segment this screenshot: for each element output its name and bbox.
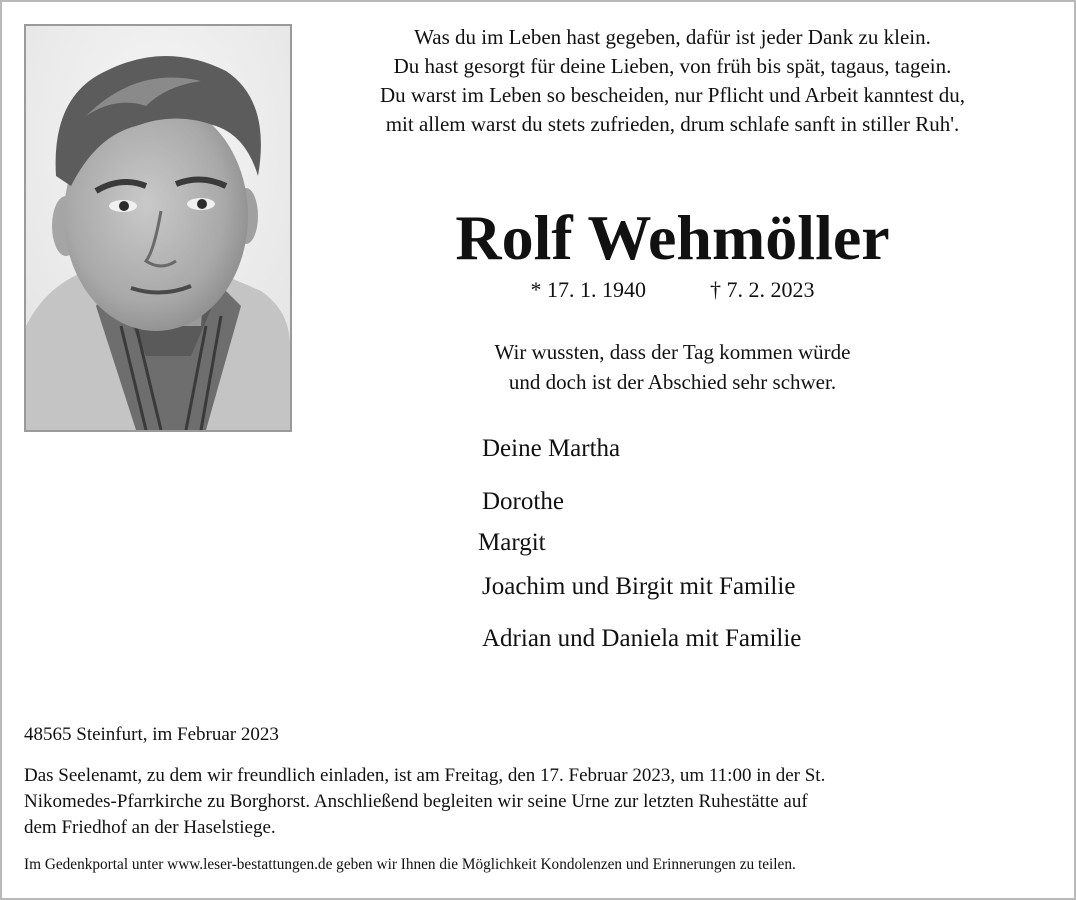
mourner-name: Deine Martha	[482, 435, 621, 462]
place-and-date: 48565 Steinfurt, im Februar 2023	[24, 724, 279, 745]
service-info	[24, 763, 1054, 841]
service-line: Nikomedes-Pfarrkirche zu Borghorst. Anschließend begleiten wir seine Urne zur letzten Ruhestätte auf	[24, 791, 808, 812]
mourner-name: Adrian und Daniela mit Familie	[482, 625, 802, 652]
service-line: Das Seelenamt, zu dem wir freundlich einladen, ist am Freitag, den 17. Februar 2023, um 11:00 in der St.	[24, 765, 826, 786]
portrait-photo	[24, 24, 292, 432]
mourner-name: Dorothe	[482, 488, 564, 515]
mourner-name: Joachim und Birgit mit Familie	[482, 573, 796, 600]
poem-line: Du warst im Leben so bescheiden, nur Pflicht und Arbeit kanntest du,	[380, 83, 965, 107]
birth-date: * 17. 1. 1940	[530, 277, 646, 302]
death-date: † 7. 2. 2023	[710, 277, 815, 302]
farewell-motto	[300, 337, 1045, 397]
mourner-name: Margit	[478, 529, 546, 556]
life-dates	[300, 276, 1045, 304]
poem-line: Was du im Leben hast gegeben, dafür ist jeder Dank zu klein.	[414, 25, 931, 49]
motto-line: Wir wussten, dass der Tag kommen würde	[494, 340, 851, 364]
poem	[300, 23, 1045, 139]
deceased-name: Rolf Wehmöller	[455, 202, 890, 273]
service-line: dem Friedhof an der Haselstiege.	[24, 817, 276, 838]
motto-line: und doch ist der Abschied sehr schwer.	[508, 370, 837, 394]
memorial-portal-note: Im Gedenkportal unter www.leser-bestattungen.de geben wir Ihnen die Möglichkeit Kondolenzen und Erinnerungen zu teilen.	[24, 856, 796, 873]
poem-line: mit allem warst du stets zufrieden, drum schlafe sanft in stiller Ruh'.	[385, 112, 960, 136]
poem-line: Du hast gesorgt für deine Lieben, von früh bis spät, tagaus, tagein.	[393, 54, 952, 78]
